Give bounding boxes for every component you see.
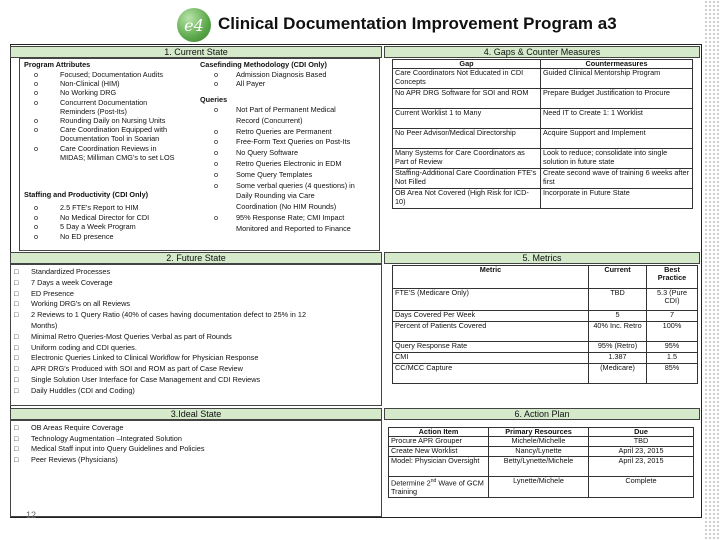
bullet-marker: □ xyxy=(14,342,19,352)
list-item: Coordination (No HIM Rounds) xyxy=(236,202,337,212)
list-item: No Working DRG xyxy=(60,88,117,98)
list-item: 2.5 FTE's Report to HIM xyxy=(60,203,139,212)
gaps-row xyxy=(393,69,693,89)
list-item: No ED presence xyxy=(60,231,114,241)
resources-cell: Nancy/Lynette xyxy=(489,447,589,457)
list-item: No Query Software xyxy=(236,148,299,158)
list-item: APR DRG's Produced with SOI and ROM as part of Case Review xyxy=(31,364,243,374)
list-item: Months) xyxy=(31,321,58,330)
gap-cell: Current Worklist 1 to Many xyxy=(393,109,541,129)
current-column-header: Current xyxy=(589,266,647,289)
gaps-row xyxy=(393,149,693,169)
bullet-marker: o xyxy=(34,97,39,107)
list-item: Documentation Tool in Soarian xyxy=(60,134,160,144)
bullet-marker: □ xyxy=(14,299,19,309)
metric-cell: Percent of Patients Covered xyxy=(393,322,589,342)
metrics-row xyxy=(393,322,698,342)
list-item: 5 Day a Week Program xyxy=(60,222,136,232)
gap-column-header: Gap xyxy=(393,60,541,69)
metrics-header: 5. Metrics xyxy=(384,252,700,264)
metric-cell: CC/MCC Capture xyxy=(393,364,589,384)
list-item: ED Presence xyxy=(31,288,74,298)
bullet-marker: □ xyxy=(14,353,19,363)
e4-logo xyxy=(177,8,211,42)
list-item: Free-Form Text Queries on Post-Its xyxy=(236,137,351,147)
list-item: Retro Queries Electronic in EDM xyxy=(236,159,342,168)
metric-cell: CMI xyxy=(393,353,589,364)
list-item: Focused; Documentation Audits xyxy=(60,70,164,79)
current-value-cell: 1.387 xyxy=(589,353,647,364)
metrics-row xyxy=(393,342,698,353)
metric-cell: Query Response Rate xyxy=(393,342,589,353)
gaps-row xyxy=(393,129,693,149)
action-row xyxy=(389,477,694,497)
countermeasure-cell: Prepare Budget Justification to Procure xyxy=(541,89,693,109)
resources-cell: Michele/Michelle xyxy=(489,437,589,447)
bullet-marker: o xyxy=(214,126,219,136)
bullet-marker: o xyxy=(214,70,219,79)
current-value-cell: (Medicare) xyxy=(589,364,647,384)
current-state-header: 1. Current State xyxy=(10,46,382,58)
countermeasures-column-header: Countermeasures xyxy=(541,60,693,69)
bullet-marker: o xyxy=(34,88,39,98)
gaps-row xyxy=(393,89,693,109)
action-plan-table xyxy=(388,427,694,498)
best-practice-cell: 7 xyxy=(647,311,698,322)
bullet-marker: □ xyxy=(14,267,19,276)
bullet-marker: □ xyxy=(14,444,19,454)
gap-cell: No Peer Advisor/Medical Directorship xyxy=(393,129,541,149)
list-item: Care Coordination Reviews in xyxy=(60,143,157,153)
list-item: Single Solution User Interface for Case Management and CDI Reviews xyxy=(31,375,261,384)
list-item: No Medical Director for CDI xyxy=(60,212,150,222)
current-state-box xyxy=(19,58,380,251)
resources-cell: Betty/Lynette/Michele xyxy=(489,457,589,477)
due-column-header: Due xyxy=(589,428,694,437)
list-item: Technology Augmentation –Integrated Solution xyxy=(31,433,182,443)
countermeasure-cell: Incorporate in Future State xyxy=(541,189,693,209)
future-state-box xyxy=(10,264,382,406)
bullet-marker: □ xyxy=(14,454,19,464)
queries-heading: Queries xyxy=(200,95,228,104)
gaps-row xyxy=(393,169,693,189)
bullet-marker: o xyxy=(34,79,39,89)
resources-cell: Lynette/Michele xyxy=(489,477,589,497)
action-item-text: Determine 2 xyxy=(391,478,431,488)
list-item: Monitored and Reported to Finance xyxy=(236,223,351,233)
best-practice-cell: 85% xyxy=(647,364,698,384)
bullet-marker: o xyxy=(214,159,219,168)
bullet-marker: o xyxy=(34,212,39,222)
bullet-marker: □ xyxy=(14,423,19,432)
countermeasure-cell: Create second wave of training 6 weeks after first xyxy=(541,169,693,189)
metrics-row xyxy=(393,353,698,364)
list-item: Medical Staff input into Query Guidelines and Policies xyxy=(31,444,205,454)
primary-resources-column-header: Primary Resources xyxy=(489,428,589,437)
bullet-marker: o xyxy=(34,143,39,153)
best-practice-cell: 5.3 (Pure CDI) xyxy=(647,289,698,311)
list-item: All Payer xyxy=(236,79,266,89)
list-item: Electronic Queries Linked to Clinical Workflow for Physician Response xyxy=(31,353,259,363)
page-title: Clinical Documentation Improvement Program a3 xyxy=(218,14,617,33)
list-item: Minimal Retro Queries-Most Queries Verbal as part of Rounds xyxy=(31,331,232,341)
list-item: Daily Rounding via Care xyxy=(236,191,315,201)
current-value-cell: 5 xyxy=(589,311,647,322)
list-item: 7 Days a week Coverage xyxy=(31,277,113,287)
bullet-marker: □ xyxy=(14,375,19,384)
action-item-cell: Model: Physician Oversight xyxy=(389,457,489,477)
bullet-marker: o xyxy=(34,222,39,232)
countermeasure-cell: Acquire Support and Implement xyxy=(541,129,693,149)
list-item: Some Query Templates xyxy=(236,169,313,179)
list-item: Reminders (Post-Its) xyxy=(60,106,127,116)
bullet-marker: o xyxy=(214,148,219,158)
action-row xyxy=(389,447,694,457)
bullet-marker: □ xyxy=(14,288,19,298)
best-practice-cell: 95% xyxy=(647,342,698,353)
gaps-header: 4. Gaps & Counter Measures xyxy=(384,46,700,58)
current-value-cell: 40% Inc. Retro xyxy=(589,322,647,342)
list-item: Concurrent Documentation xyxy=(60,97,148,107)
list-item: Care Coordination Equipped with xyxy=(60,125,168,135)
bullet-marker: o xyxy=(214,213,219,222)
gaps-table xyxy=(392,59,693,209)
bullet-marker: □ xyxy=(14,433,19,443)
countermeasure-cell: Guided Clinical Mentorship Program xyxy=(541,69,693,89)
bullet-marker: □ xyxy=(14,277,19,287)
best-practice-cell: 1.5 xyxy=(647,353,698,364)
bullet-marker: o xyxy=(34,125,39,135)
list-item: OB Areas Require Coverage xyxy=(31,423,124,432)
bullet-marker: o xyxy=(34,116,39,125)
bullet-marker: □ xyxy=(14,331,19,341)
future-state-header: 2. Future State xyxy=(10,252,382,264)
bullet-marker: □ xyxy=(14,310,19,320)
action-row xyxy=(389,457,694,477)
gap-cell: Care Coordinators Not Educated in CDI Concepts xyxy=(393,69,541,89)
bullet-marker: o xyxy=(34,231,39,241)
ideal-state-header: 3.Ideal State xyxy=(10,408,382,420)
bullet-marker: o xyxy=(214,105,219,114)
list-item: Retro Queries are Permanent xyxy=(236,126,332,136)
action-plan-header: 6. Action Plan xyxy=(384,408,700,420)
action-item-cell: Procure APR Grouper xyxy=(389,437,489,447)
page-number: 12 xyxy=(26,510,37,520)
due-cell: TBD xyxy=(589,437,694,447)
program-attributes-heading: Program Attributes xyxy=(24,60,91,69)
gaps-row xyxy=(393,189,693,209)
bullet-marker: o xyxy=(214,169,219,179)
list-item: Daily Huddles (CDI and Coding) xyxy=(31,385,135,395)
best-practice-cell: 100% xyxy=(647,322,698,342)
casefinding-heading: Casefinding Methodology (CDI Only) xyxy=(200,60,327,69)
metrics-row xyxy=(393,364,698,384)
countermeasure-cell: Look to reduce; consolidate into single solution in future state xyxy=(541,149,693,169)
list-item: Standardized Processes xyxy=(31,267,111,276)
list-item: Rounding Daily on Nursing Units xyxy=(60,116,166,125)
bullet-marker: o xyxy=(214,137,219,147)
list-item: Peer Reviews (Physicians) xyxy=(31,454,118,464)
action-item-column-header: Action Item xyxy=(389,428,489,437)
logo-text: e4 xyxy=(184,15,204,35)
bullet-marker: o xyxy=(34,70,39,79)
gaps-row xyxy=(393,109,693,129)
due-cell: Complete xyxy=(589,477,694,497)
list-item: Record (Concurrent) xyxy=(236,115,303,125)
action-item-cell: Create New Worklist xyxy=(389,447,489,457)
list-item: Not Part of Permanent Medical xyxy=(236,105,336,114)
metric-cell: FTE'S (Medicare Only) xyxy=(393,289,589,311)
gap-cell: Staffing-Additional Care Coordination FTE's Not Filled xyxy=(393,169,541,189)
due-cell: April 23, 2015 xyxy=(589,457,694,477)
bullet-marker: o xyxy=(214,79,219,89)
ideal-state-box xyxy=(10,420,382,517)
bullet-marker: □ xyxy=(14,364,19,374)
best-practice-column-header: Best Practice xyxy=(647,266,698,289)
action-item-text: Wave of GCM Training xyxy=(391,478,484,497)
metric-cell: Days Covered Per Week xyxy=(393,311,589,322)
list-item: 2 Reviews to 1 Query Ratio (40% of cases having documentation defect to 25% in 12 xyxy=(31,310,307,320)
metrics-row xyxy=(393,289,698,311)
action-item-cell xyxy=(389,477,489,497)
metric-column-header: Metric xyxy=(393,266,589,289)
list-item: MIDAS; Milliman CMG's to set LOS xyxy=(60,152,175,162)
countermeasure-cell: Need IT to Create 1: 1 Worklist xyxy=(541,109,693,129)
list-item: Working DRG's on all Reviews xyxy=(31,299,130,309)
list-item: Some verbal queries (4 questions) in xyxy=(236,180,355,190)
metrics-row xyxy=(393,311,698,322)
list-item: Admission Diagnosis Based xyxy=(236,70,327,79)
gap-cell: Many Systems for Care Coordinators as Part of Review xyxy=(393,149,541,169)
bullet-marker: o xyxy=(34,203,39,212)
bullet-marker: o xyxy=(214,180,219,190)
decorative-pattern xyxy=(704,0,720,540)
metrics-header-row xyxy=(393,266,698,289)
list-item: Non-Clinical (HIM) xyxy=(60,79,120,89)
metrics-table xyxy=(392,265,698,384)
staffing-heading: Staffing and Productivity (CDI Only) xyxy=(24,190,149,199)
gap-cell: OB Area Not Covered (High Risk for ICD-10) xyxy=(393,189,541,209)
action-item-superscript: nd xyxy=(430,478,437,485)
bullet-marker: □ xyxy=(14,385,19,395)
due-cell: April 23, 2015 xyxy=(589,447,694,457)
list-item: 95% Response Rate; CMI Impact xyxy=(236,213,345,222)
list-item: Uniform coding and CDI queries. xyxy=(31,342,137,352)
current-value-cell: TBD xyxy=(589,289,647,311)
current-value-cell: 95% (Retro) xyxy=(589,342,647,353)
action-row xyxy=(389,437,694,447)
gap-cell: No APR DRG Software for SOI and ROM xyxy=(393,89,541,109)
